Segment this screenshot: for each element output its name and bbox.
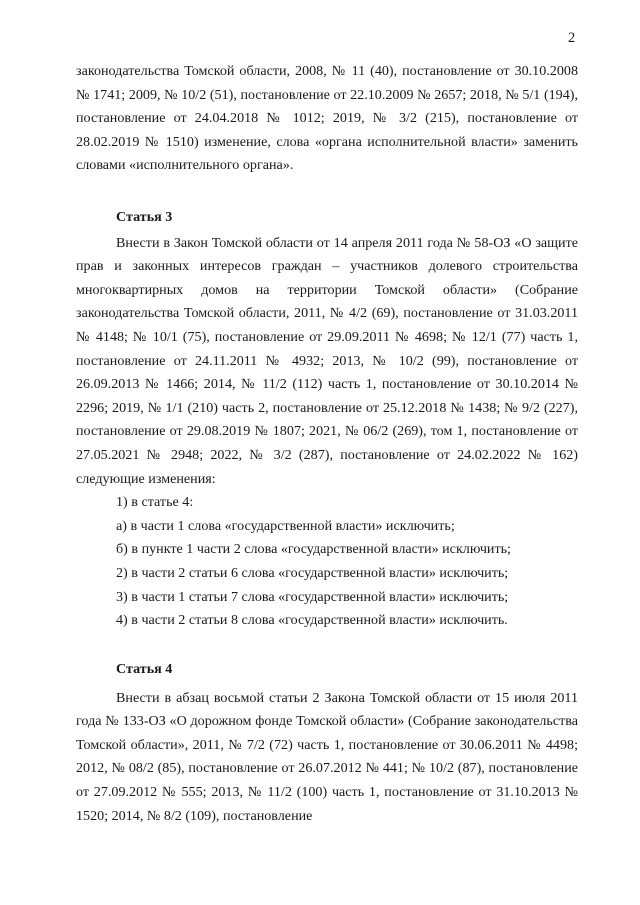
article-3-item-1: 1) в статье 4: — [116, 494, 194, 511]
article-3-section — [76, 206, 578, 633]
article-4-section — [76, 658, 578, 828]
article-3-item-4: 4) в части 2 статьи 8 слова «государственной власти» исключить. — [116, 612, 508, 629]
intro-section — [76, 60, 578, 178]
article-3-item-3: 3) в части 1 статьи 7 слова «государственной власти» исключить; — [116, 588, 509, 605]
article-3-item-1b: б) в пункте 1 части 2 слова «государственной власти» исключить; — [116, 541, 511, 558]
intro-paragraph: законодательства Томской области, 2008, № 11 (40), постановление от 30.10.2008 № 1741; 2009, № 10/2 (51), постановление от 22.10.2009 № 2657; 2018, № 5/1 (194), постановление от 24.04.2018 № 1012; 2019, № 3/2 (215), постановление от 28.02.2019 № 1510) изменение, слова «органа исполнительной власти» заменить словами «исполнительного органа». — [76, 63, 578, 174]
article-3-paragraph: Внести в Закон Томской области от 14 апреля 2011 года № 58-ОЗ «О защите прав и законных интересов граждан – участников долевого строительства многоквартирных домов на территории Томской области» (Собрание законодательства Томской области, 2011, № 4/2 (69), постановление от 31.03.2011 № 4148; № 10/1 (75), постановление от 29.09.2011 № 4698; № 12/1 (77) часть 1, постановление от 24.11.2011 № 4932; 2013, № 10/2 (99), постановление от 26.09.2013 № 1466; 2014, № 11/2 (112) часть 1, постановление от 30.10.2014 № 2296; 2019, № 1/1 (210) часть 2, постановление от 25.12.2018 № 1438; № 9/2 (227), постановление от 29.08.2019 № 1807; 2021, № 06/2 (269), том 1, постановление от 27.05.2021 № 2948; 2022, № 3/2 (287), постановление от 24.02.2022 № 162) следующие изменения: — [76, 234, 578, 487]
page-number: 2 — [568, 30, 576, 46]
article-3-title: Статья 3 — [116, 209, 173, 225]
article-3-item-1a: а) в части 1 слова «государственной власти» исключить; — [116, 517, 455, 534]
article-4-paragraph: Внести в абзац восьмой статьи 2 Закона Томской области от 15 июля 2011 года № 133-ОЗ «О дорожном фонде Томской области» (Собрание законодательства Томской области», 2011, № 7/2 (72) часть 1, постановление от 30.06.2011 № 4498; 2012, № 08/2 (85), постановление от 26.07.2012 № 441; № 10/2 (87), постановление от 27.09.2012 № 555; 2013, № 11/2 (100) часть 1, постановление от 31.10.2013 № 1520; 2014, № 8/2 (109), постановление — [76, 689, 578, 824]
article-3-item-2: 2) в части 2 статьи 6 слова «государственной власти» исключить; — [116, 564, 509, 581]
article-4-title: Статья 4 — [116, 661, 173, 677]
